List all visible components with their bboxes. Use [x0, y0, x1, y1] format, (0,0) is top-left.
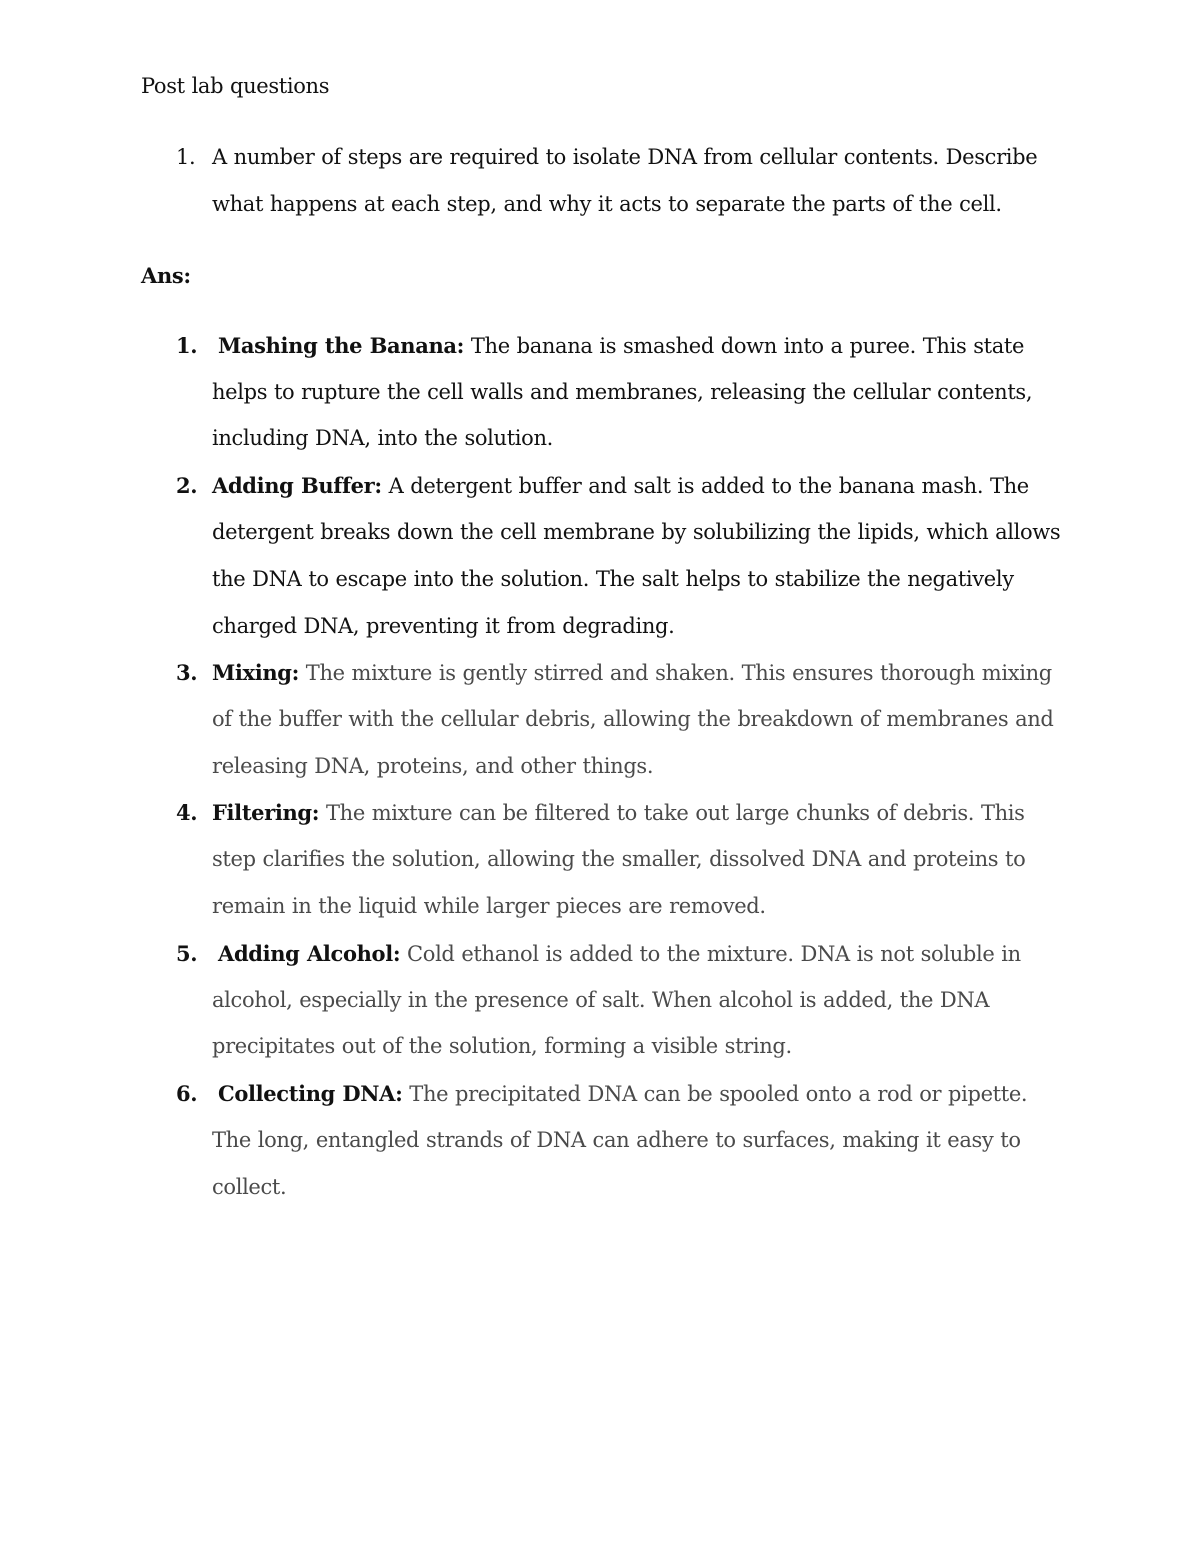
step-first-line: [212, 800, 1025, 825]
step-text-line: including DNA, into the solution.: [212, 426, 553, 450]
step-text: The precipitated DNA can be spooled onto a rod or pipette.: [402, 1082, 1028, 1106]
document-title: Post lab questions: [141, 74, 330, 98]
step-text-line: step clarifies the solution, allowing the smaller, dissolved DNA and proteins to: [212, 847, 1026, 871]
step-first-line: [218, 333, 1024, 358]
step-text-line: helps to rupture the cell walls and membranes, releasing the cellular contents,: [212, 380, 1033, 404]
answer-label: Ans:: [141, 263, 191, 288]
step-first-line: [212, 660, 1052, 685]
step-number: 2.: [176, 473, 198, 498]
step-heading: Adding Buffer:: [212, 473, 382, 498]
step-text-line: alcohol, especially in the presence of salt. When alcohol is added, the DNA: [212, 988, 990, 1012]
step-number: 5.: [176, 941, 198, 966]
step-heading: Adding Alcohol:: [218, 941, 401, 966]
step-text-line: detergent breaks down the cell membrane by solubilizing the lipids, which allows: [212, 520, 1061, 544]
step-number: 6.: [176, 1081, 198, 1106]
step-text-line: charged DNA, preventing it from degrading.: [212, 614, 675, 638]
step-text-line: collect.: [212, 1175, 287, 1199]
step-text-line: The long, entangled strands of DNA can adhere to surfaces, making it easy to: [212, 1128, 1021, 1152]
step-text-line: the DNA to escape into the solution. The salt helps to stabilize the negatively: [212, 567, 1014, 591]
step-first-line: [212, 473, 1029, 498]
step-text: Cold ethanol is added to the mixture. DNA is not soluble in: [400, 942, 1021, 966]
step-number: 1.: [176, 333, 198, 358]
step-text: The mixture can be filtered to take out large chunks of debris. This: [319, 801, 1025, 825]
step-heading: Mixing:: [212, 660, 299, 685]
step-text-line: releasing DNA, proteins, and other things.: [212, 754, 654, 778]
step-text: The mixture is gently stirred and shaken. This ensures thorough mixing: [298, 661, 1052, 685]
step-first-line: [218, 1081, 1027, 1106]
step-text: A detergent buffer and salt is added to the banana mash. The: [381, 474, 1029, 498]
question-number: 1.: [176, 145, 196, 169]
step-heading: Collecting DNA:: [218, 1081, 403, 1106]
question-text-line: A number of steps are required to isolate DNA from cellular contents. Describe: [212, 145, 1038, 169]
step-first-line: [218, 941, 1021, 966]
step-number: 4.: [176, 800, 198, 825]
question-text-line: what happens at each step, and why it acts to separate the parts of the cell.: [212, 192, 1002, 216]
step-text-line: of the buffer with the cellular debris, allowing the breakdown of membranes and: [212, 707, 1054, 731]
step-heading: Mashing the Banana:: [218, 333, 465, 358]
step-text-line: precipitates out of the solution, forming a visible string.: [212, 1034, 792, 1058]
step-text-line: remain in the liquid while larger pieces are removed.: [212, 894, 766, 918]
step-heading: Filtering:: [212, 800, 320, 825]
step-number: 3.: [176, 660, 198, 685]
step-text: The banana is smashed down into a puree. This state: [464, 334, 1025, 358]
